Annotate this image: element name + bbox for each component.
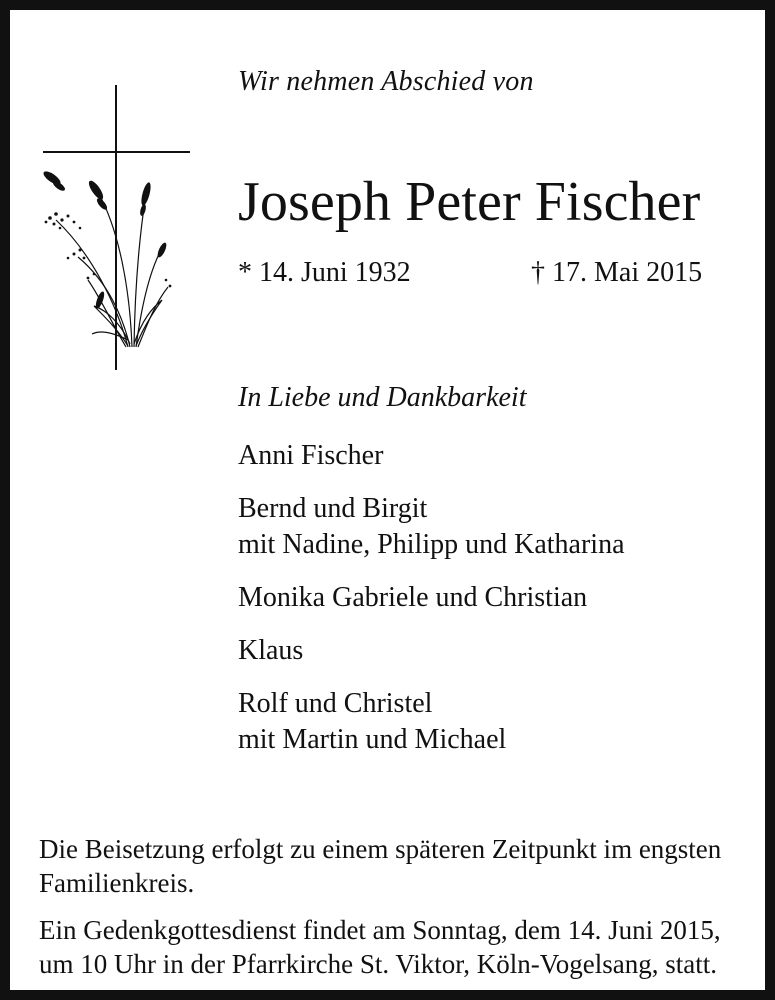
burial-notice: Die Beisetzung erfolgt zu einem späteren Zeitpunkt im engsten Familienkreis. <box>39 834 722 898</box>
mourner-group <box>238 580 738 616</box>
cross-with-wheat-icon <box>38 82 198 374</box>
intro-line: Wir nehmen Abschied von <box>238 66 534 97</box>
deceased-name: Joseph Peter Fischer <box>238 171 701 233</box>
mourner-line: mit Martin und Michael <box>238 724 507 755</box>
dedication-line: In Liebe und Dankbarkeit <box>238 382 527 413</box>
mourner-line: Bernd und Birgit <box>238 493 428 524</box>
mourner-group <box>238 438 738 474</box>
mourner-line: mit Nadine, Philipp und Katharina <box>238 529 625 560</box>
birth-date: * 14. Juni 1932 <box>238 257 411 288</box>
mourner-group <box>238 686 738 758</box>
death-date: † 17. Mai 2015 <box>531 257 703 288</box>
mourners-list <box>238 438 738 775</box>
mourner-line: Klaus <box>238 635 304 666</box>
mourner-group <box>238 491 738 563</box>
mourner-group <box>238 633 738 669</box>
mourner-line: Rolf und Christel <box>238 688 433 719</box>
notices-section <box>39 832 761 994</box>
memorial-service-notice: Ein Gedenkgottesdienst findet am Sonntag, dem 14. Juni 2015, um 10 Uhr in der Pfarrkirche St. Viktor, Köln-Vogelsang, statt. <box>39 915 721 979</box>
mourner-line: Monika Gabriele und Christian <box>238 582 588 613</box>
mourner-line: Anni Fischer <box>238 440 384 471</box>
